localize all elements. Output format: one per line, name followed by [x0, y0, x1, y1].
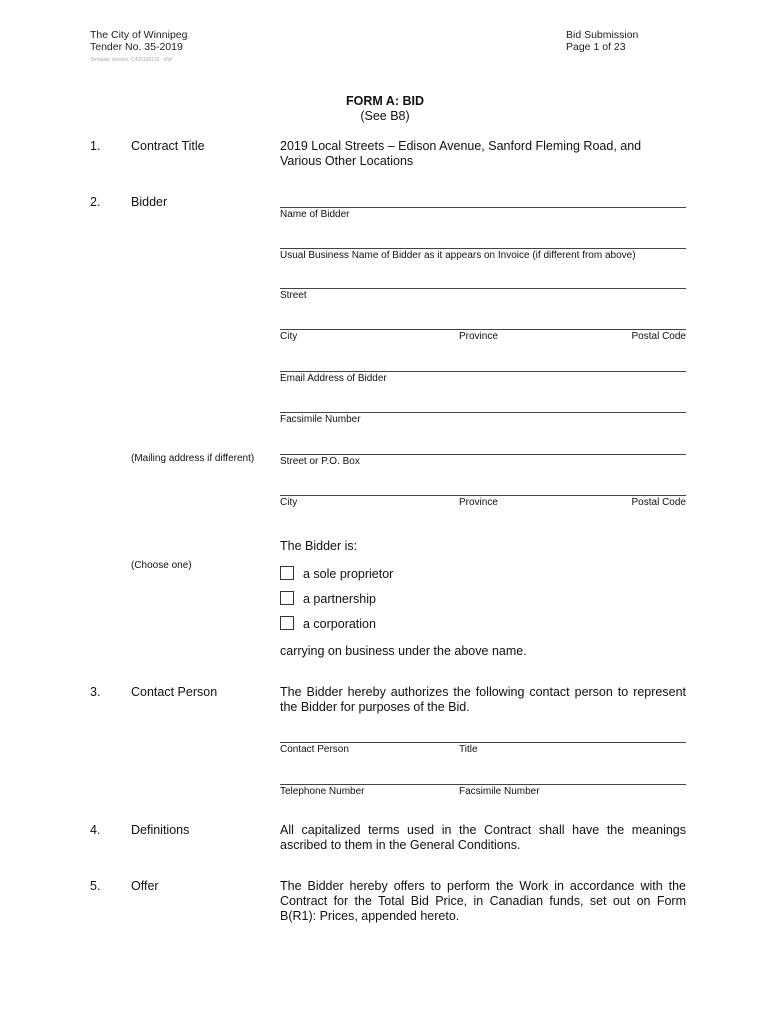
contact-person-title-field[interactable]	[280, 742, 686, 743]
telephone-fax-field[interactable]	[280, 784, 686, 785]
street-po-box-caption: Street or P.O. Box	[280, 456, 360, 467]
offer-text-line2: Contract for the Total Bid Price, in Canadian funds, set out on Form	[280, 894, 686, 908]
contact-fax-caption: Facsimile Number	[459, 786, 540, 797]
mailing-address-note: (Mailing address if different)	[131, 453, 255, 464]
header-page-number: Page 1 of 23	[566, 41, 626, 53]
definitions-text-line2: ascribed to them in the General Conditions.	[280, 838, 521, 852]
email-caption: Email Address of Bidder	[280, 373, 387, 384]
partnership-label: a partnership	[303, 592, 376, 606]
header-org: The City of Winnipeg	[90, 29, 188, 41]
mailing-province-caption: Province	[459, 497, 498, 508]
mailing-postal-code-caption: Postal Code	[631, 497, 686, 508]
section-4-label: Definitions	[131, 823, 190, 837]
city-province-postal-field[interactable]	[280, 329, 686, 330]
section-2-label: Bidder	[131, 195, 168, 209]
sole-proprietor-checkbox[interactable]	[280, 566, 294, 580]
contact-person-caption: Contact Person	[280, 744, 349, 755]
city-caption: City	[280, 331, 298, 342]
section-1-number: 1.	[90, 139, 101, 153]
header-bid-submission: Bid Submission	[566, 29, 639, 41]
street-po-box-field[interactable]	[280, 454, 686, 455]
contract-title-line1: 2019 Local Streets – Edison Avenue, Sanford Fleming Road, and	[280, 139, 642, 153]
sole-proprietor-label: a sole proprietor	[303, 567, 394, 581]
contract-title-line2: Various Other Locations	[280, 154, 414, 168]
postal-code-caption: Postal Code	[631, 331, 686, 342]
header-template-version: Template Version: C420180115 - RW	[90, 57, 173, 63]
section-5-label: Offer	[131, 879, 159, 893]
street-field[interactable]	[280, 288, 686, 289]
carrying-on-text: carrying on business under the above name.	[280, 644, 527, 658]
corporation-checkbox[interactable]	[280, 616, 294, 630]
choose-one-note: (Choose one)	[131, 560, 192, 571]
contact-text-line2: the Bidder for purposes of the Bid.	[280, 700, 470, 714]
offer-text-line3: B(R1): Prices, appended hereto.	[280, 909, 460, 923]
section-1-label: Contract Title	[131, 139, 205, 153]
section-2-number: 2.	[90, 195, 101, 209]
usual-business-name-caption: Usual Business Name of Bidder as it appears on Invoice (if different from above)	[280, 250, 636, 261]
form-subtitle: (See B8)	[360, 109, 410, 123]
province-caption: Province	[459, 331, 498, 342]
title-caption: Title	[459, 744, 478, 755]
section-3-label: Contact Person	[131, 685, 218, 699]
mailing-city-caption: City	[280, 497, 298, 508]
bidder-is-label: The Bidder is:	[280, 539, 358, 553]
mailing-city-province-postal-field[interactable]	[280, 495, 686, 496]
definitions-text-line1: All capitalized terms used in the Contract shall have the meanings	[280, 823, 686, 837]
usual-business-name-field[interactable]	[280, 248, 686, 249]
fax-field[interactable]	[280, 412, 686, 413]
offer-text-line1: The Bidder hereby offers to perform the Work in accordance with the	[280, 879, 686, 893]
section-3-number: 3.	[90, 685, 101, 699]
section-5-number: 5.	[90, 879, 101, 893]
partnership-checkbox[interactable]	[280, 591, 294, 605]
section-4-number: 4.	[90, 823, 101, 837]
name-of-bidder-field[interactable]	[280, 207, 686, 208]
contact-text-line1: The Bidder hereby authorizes the following contact person to represent	[280, 685, 686, 699]
street-caption: Street	[280, 290, 307, 301]
corporation-label: a corporation	[303, 617, 376, 631]
fax-caption: Facsimile Number	[280, 414, 361, 425]
name-of-bidder-caption: Name of Bidder	[280, 209, 350, 220]
form-title: FORM A: BID	[346, 94, 424, 108]
email-field[interactable]	[280, 371, 686, 372]
telephone-caption: Telephone Number	[280, 786, 365, 797]
header-tender: Tender No. 35-2019	[90, 41, 183, 53]
